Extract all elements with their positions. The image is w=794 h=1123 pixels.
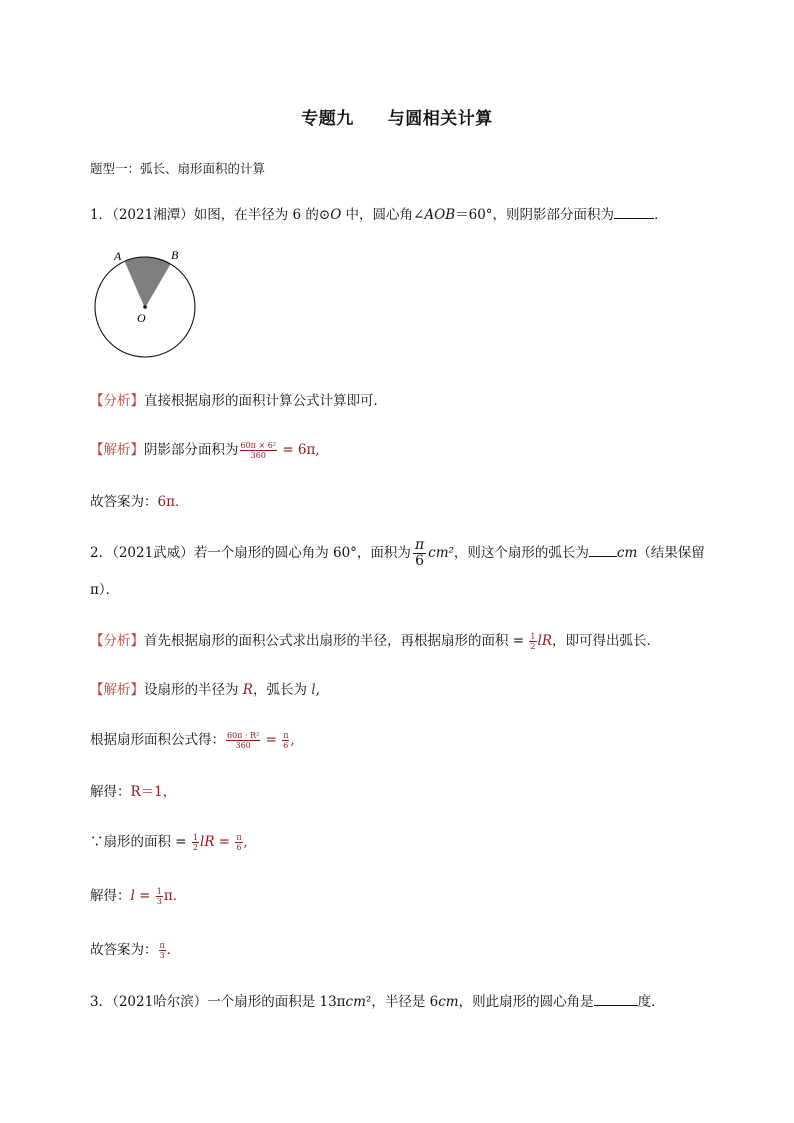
q2-step-1: 根据扇形面积公式得： $\frac{\text{60π · R²}}{360}$ = $\frac{\pi}{6}$ , <box>90 731 295 750</box>
label-B: B <box>171 248 179 262</box>
question-1: 1．（2021湘潭）如图，在半径为 6 的⊙O 中，圆心角∠AOB＝60°，则阴影部分面积为 ． <box>90 207 668 223</box>
q2-step-4: 解得：l = $\frac{1}{3}$ π． <box>90 887 187 906</box>
answer-blank <box>594 992 638 1006</box>
label-A: A <box>114 249 122 263</box>
q2-solution: 【解析】设扇形的半径为 R，弧长为 l, <box>90 682 320 698</box>
q2-analysis: 【分析】首先根据扇形的面积公式求出扇形的半径，再根据扇形的面积 = $\frac{1}{2}$ lR，即可得出弧长． <box>90 632 660 651</box>
q1-answer: 故答案为：6π． <box>90 494 189 510</box>
label-O: O <box>137 311 146 325</box>
page-title <box>0 104 794 129</box>
center-point <box>143 305 147 309</box>
q2-step-2: 解得：R＝1， <box>90 784 177 800</box>
title-part-1: 专题九 <box>301 109 354 129</box>
answer-blank <box>589 543 617 557</box>
answer-blank <box>614 205 654 219</box>
question-3: 3．（2021哈尔滨）一个扇形的面积是 13πcm²，半径是 6cm，则此扇形的圆心角是 度． <box>90 994 665 1010</box>
section-heading: 题型一：弧长、扇形面积的计算 <box>90 161 266 176</box>
q2-step-3: ∵扇形的面积 = $\frac{1}{2}$ lR = $\frac{\pi}{6}$ , <box>90 833 248 852</box>
title-part-2: 与圆相关计算 <box>387 109 493 129</box>
q2-answer: 故答案为： $\frac{\pi}{3}$ ． <box>90 941 181 960</box>
circle-sector-figure <box>88 244 200 360</box>
q1-solution: 【解析】阴影部分面积为 $\frac{\text{60π × 6²}}{360}$ = 6π, <box>90 441 320 460</box>
question-2-line2: π）． <box>90 582 120 598</box>
question-2: 2．（2021武威）若一个扇形的圆心角为 60°，面积为 $\frac{\pi}{6}$ cm²，则这个扇形的弧长为 cm（结果保留 <box>90 537 705 569</box>
q1-analysis: 【分析】直接根据扇形的面积计算公式计算即可． <box>90 393 387 409</box>
